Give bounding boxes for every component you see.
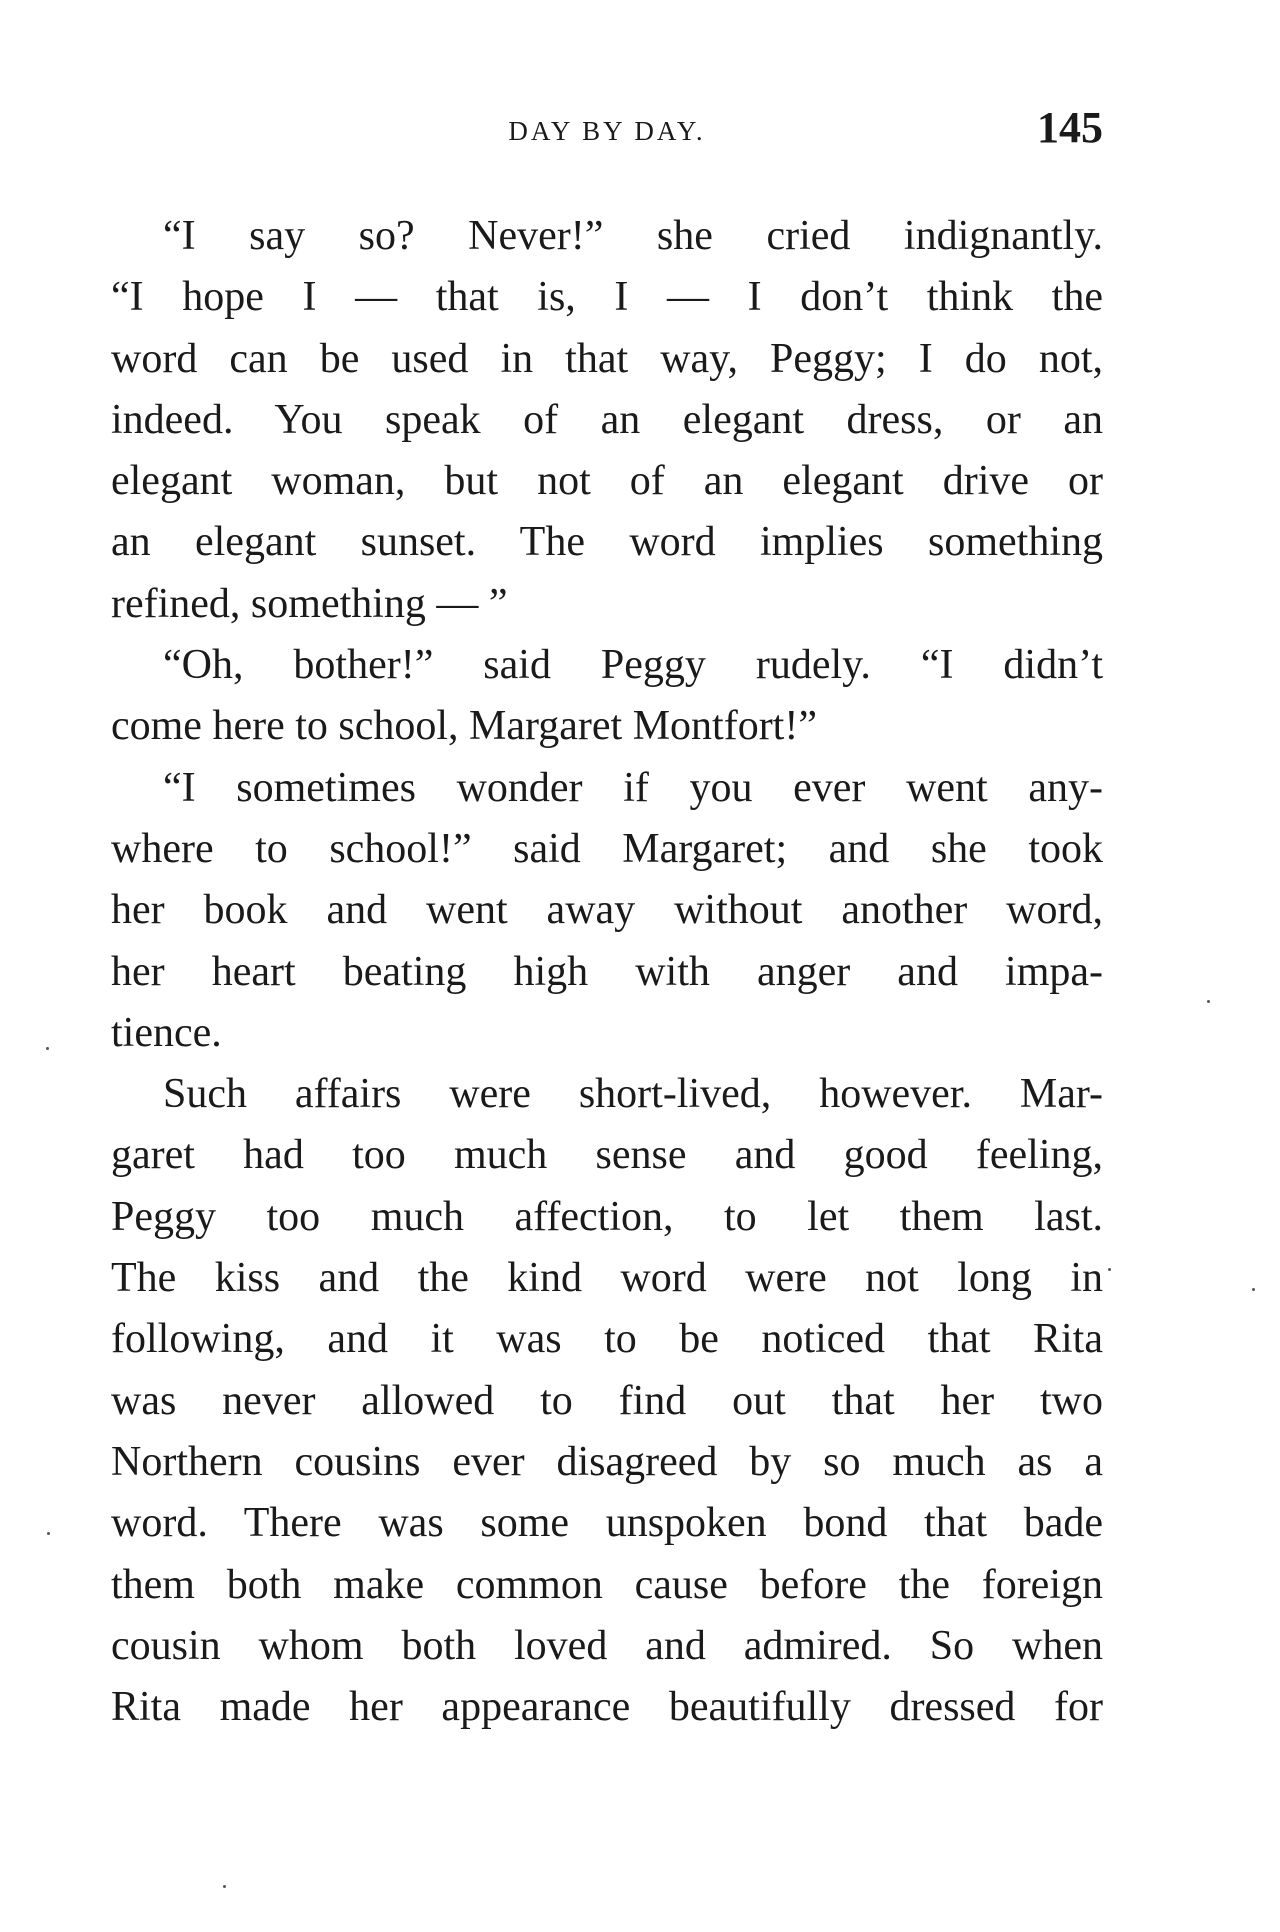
running-title: DAY BY DAY.: [508, 116, 706, 146]
text-line: where to school!” said Margaret; and she took: [111, 825, 1103, 872]
text-line: Such affairs were short-lived, however. Mar-: [163, 1071, 1103, 1118]
text-line: elegant woman, but not of an elegant drive or: [111, 458, 1103, 505]
text-line: word can be used in that way, Peggy; I do not,: [111, 335, 1103, 382]
text-line: “Oh, bother!” said Peggy rudely. “I didn’t: [163, 642, 1103, 689]
print-speck: [1108, 1268, 1111, 1271]
body-text: [111, 206, 1103, 1738]
running-head: [111, 102, 1103, 158]
page-number: 145: [1037, 103, 1103, 152]
text-line: her book and went away without another word,: [111, 887, 1103, 934]
text-line: them both make common cause before the foreign: [111, 1561, 1103, 1608]
print-speck: [1252, 1288, 1255, 1291]
text-line: was never allowed to find out that her two: [111, 1377, 1103, 1424]
text-line: “I say so? Never!” she cried indignantly.: [163, 213, 1103, 259]
text-line: tience.: [111, 1009, 222, 1056]
text-line: indeed. You speak of an elegant dress, or an: [111, 396, 1103, 443]
text-line: following, and it was to be noticed that Rita: [111, 1316, 1103, 1363]
text-line: “I hope I — that is, I — I don’t think the: [111, 274, 1103, 321]
text-line: word. There was some unspoken bond that bade: [111, 1500, 1103, 1547]
print-speck: [223, 1885, 226, 1888]
text-line: her heart beating high with anger and impa-: [111, 948, 1103, 995]
text-line: come here to school, Margaret Montfort!”: [111, 703, 817, 750]
text-line: Northern cousins ever disagreed by so much as a: [111, 1438, 1103, 1485]
text-line: an elegant sunset. The word implies something: [111, 519, 1103, 566]
text-line: cousin whom both loved and admired. So when: [111, 1622, 1103, 1669]
text-line: refined, something — ”: [111, 580, 508, 627]
print-speck: [1207, 1000, 1210, 1003]
print-speck: [46, 1047, 49, 1050]
text-line: garet had too much sense and good feeling,: [111, 1132, 1103, 1179]
text-line: Peggy too much affection, to let them last.: [111, 1193, 1103, 1240]
text-line: The kiss and the kind word were not long in: [111, 1255, 1103, 1302]
print-speck: [47, 1532, 50, 1535]
text-line: “I sometimes wonder if you ever went any-: [163, 764, 1103, 811]
text-line: Rita made her appearance beautifully dressed for: [111, 1684, 1103, 1731]
